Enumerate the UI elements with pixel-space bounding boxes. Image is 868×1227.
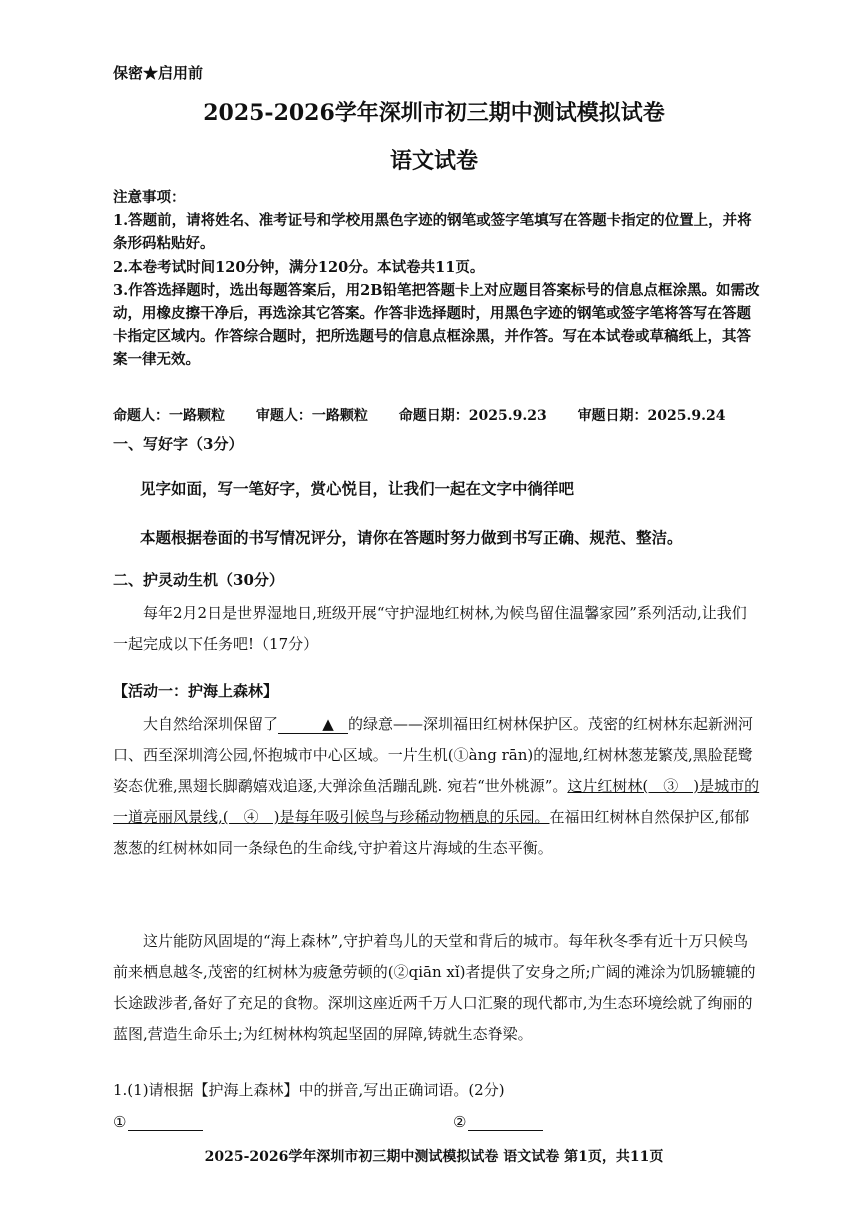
section2-intro (113, 598, 761, 660)
exam-meta (113, 405, 726, 425)
setter: 命题人：一路颗粒 (113, 408, 225, 424)
p1-part-b: 的绿意——深圳福田红树林保护区。茂密的红树林东起新洲河口、西至深圳湾公园,怀抱城市中心区域。一片生机(①àng rān)的湿地,红树林葱茏繁茂,黑脸琵鹭姿态优雅,黑翅长脚鹬嬉戏追逐,大弹涂鱼活蹦乱跳. 宛若“世外桃源”。 (113, 715, 754, 795)
answer-1-line (128, 1114, 203, 1131)
p1-part-a: 大自然给深圳保留了 (143, 715, 279, 733)
section1-line1: 见字如面，写一笔好字，赏心悦目，让我们一起在文字中徜徉吧 (140, 480, 575, 498)
exam-subtitle: 语文试卷 (389, 148, 478, 174)
fill-blank: ▲ (278, 715, 348, 734)
section2-heading: 二、护灵动生机（30分） (113, 571, 284, 589)
confidential-label: 保密★启用前 (113, 64, 204, 82)
reviewer: 审题人：一路颗粒 (255, 408, 368, 424)
notes-item: 3.作答选择题时，选出每题答案后，用2B铅笔把答题卡上对应题目答案标号的信息点框涂黑。如需改动，用橡皮擦干净后，再选涂其它答案。作答非选择题时，用黑色字迹的钢笔或签字笔将答写在答题卡指定区域内。作答综合题时，把所选题号的信息点框涂黑，并作答。写在本试卷或草稿纸上，其答案一律无效。 (113, 281, 760, 369)
p2-text: 这片能防风固堤的“海上森林”,守护着鸟儿的天堂和背后的城市。每年秋冬季有近十万只候鸟前来栖息越冬,茂密的红树林为疲惫劳顿的(②qiān xǐ)者提供了安身之所;广阔的滩涂为饥肠辘辘的长途跋涉者,备好了充足的食物。深圳这座近两千万人口汇聚的现代都市,为生态环境绘就了绚丽的蓝图,营造生命乐土;为红树林构筑起坚固的屏障,铸就生态脊梁。 (113, 932, 756, 1043)
section1-line2: 本题根据卷面的书写情况评分，请你在答题时努力做到书写正确、规范、整洁。 (140, 529, 683, 547)
exam-title: 2025-2026学年深圳市初三期中测试模拟试卷 (203, 100, 665, 126)
answer-1[interactable] (113, 1113, 203, 1131)
notes-block (113, 186, 763, 372)
notes-heading: 注意事项： (113, 189, 186, 206)
answer-2-line (468, 1114, 543, 1131)
p1-underlined-sentence: 这片红树林( ③ )是城市的一道亮丽风景线,( ④ )是每年吸引候鸟与珍稀动物栖息的乐园。 (113, 777, 760, 826)
passage-paragraph-1 (113, 709, 761, 864)
page-footer: 2025-2026学年深圳市初三期中测试模拟试卷 语文试卷 第1页，共11页 (204, 1149, 664, 1165)
set-date: 命题日期：2025.9.23 (398, 408, 547, 424)
activity-title: 【活动一：护海上森林】 (113, 682, 279, 700)
question-1: 1.(1)请根据【护海上森林】中的拼音,写出正确词语。(2分) (113, 1081, 505, 1099)
answer-1-label: ① (113, 1113, 127, 1131)
review-date: 审题日期：2025.9.24 (577, 408, 726, 424)
answer-2-label: ② (453, 1113, 467, 1131)
notes-item: 2.本卷考试时间120分钟，满分120分。本试卷共11页。 (113, 258, 485, 276)
passage-paragraph-2 (113, 926, 761, 1050)
intro-text: 每年2月2日是世界湿地日,班级开展“守护湿地红树林,为候鸟留住温馨家园”系列活动,让我们一起完成以下任务吧!（17分） (113, 604, 747, 653)
answer-2[interactable] (453, 1113, 543, 1131)
notes-item: 1.答题前，请将姓名、准考证号和学校用黑色字迹的钢笔或签字笔填写在答题卡指定的位置上，并将条形码粘贴好。 (113, 212, 752, 253)
p1-part-c: 在福田红树林自然保护区,郁郁葱葱的红树林如同一条绿色的生命线,守护着这片海域的生态平衡。 (113, 808, 750, 857)
section1-heading: 一、写好字（3分） (113, 435, 244, 453)
